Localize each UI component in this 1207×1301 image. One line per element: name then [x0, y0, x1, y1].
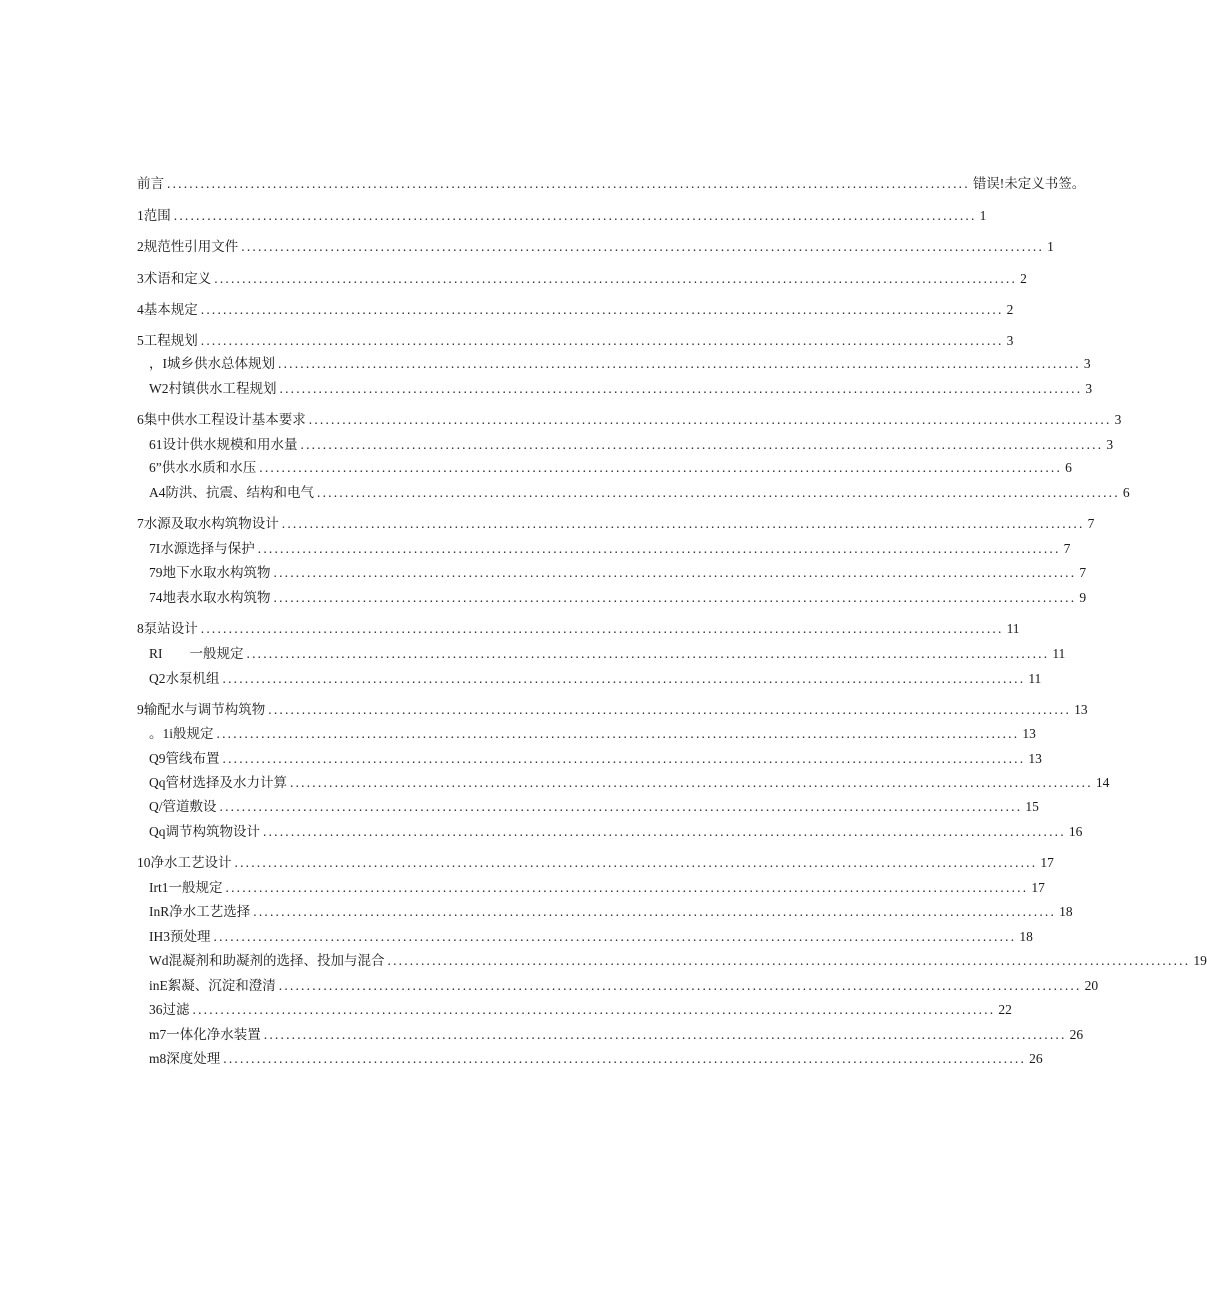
toc-dot-leader: ................................................................................................................................................: [308, 412, 1112, 427]
toc-entry-page-number: 9: [1079, 590, 1087, 605]
toc-entry[interactable]: [137, 852, 1054, 874]
toc-dot-leader: ................................................................................................................................................: [273, 565, 1077, 580]
toc-entry-page-number: 7: [1087, 516, 1095, 531]
toc-entry-title: 6”供水水质和水压: [149, 460, 257, 475]
toc-entry-title: Q9管线布置: [149, 751, 220, 766]
toc-dot-leader: ................................................................................................................................................: [387, 953, 1191, 968]
toc-entry-page-number: 26: [1069, 1027, 1084, 1042]
toc-entry-title: 9输配水与调节构筑物: [137, 702, 266, 717]
toc-entry-page-number: 19: [1193, 953, 1207, 968]
toc-entry-title: 3术语和定义: [137, 271, 212, 286]
toc-dot-leader: ................................................................................................................................................: [281, 516, 1085, 531]
toc-entry[interactable]: [149, 643, 1066, 665]
toc-entry-page-number: 2: [1006, 302, 1014, 317]
toc-entry-page-number: 1: [1047, 239, 1054, 254]
toc-entry[interactable]: [149, 1024, 1084, 1046]
toc-entry[interactable]: [149, 434, 1114, 456]
toc-dot-leader: ................................................................................................................................................: [259, 460, 1063, 475]
toc-dot-leader: ................................................................................................................................................: [278, 356, 1081, 371]
toc-entry[interactable]: [137, 513, 1095, 535]
toc-entry-title: InR净水工艺选择: [149, 904, 251, 919]
toc-entry-title: W2村镇供水工程规划: [149, 381, 277, 396]
toc-entry[interactable]: [137, 699, 1088, 721]
toc-dot-leader: ................................................................................................................................................: [268, 702, 1072, 717]
toc-entry[interactable]: [149, 587, 1087, 609]
toc-entry[interactable]: [137, 173, 1086, 195]
toc-entry-title: 2规范性引用文件: [137, 239, 239, 254]
toc-dot-leader: ................................................................................................................................................: [173, 208, 977, 223]
toc-entry-title: Qq管材选择及水力计算: [149, 775, 287, 790]
toc-entry[interactable]: [149, 457, 1072, 479]
toc-entry[interactable]: [149, 901, 1073, 923]
toc-dot-leader: ................................................................................................................................................: [167, 176, 970, 191]
toc-dot-leader: ................................................................................................................................................: [223, 1051, 1027, 1066]
toc-dot-leader: ................................................................................................................................................: [253, 904, 1057, 919]
toc-entry[interactable]: [149, 821, 1083, 843]
toc-dot-leader: ................................................................................................................................................: [246, 646, 1050, 661]
toc-dot-leader: ................................................................................................................................................: [257, 541, 1061, 556]
toc-entry-page-number: 3: [1106, 437, 1114, 452]
toc-entry[interactable]: [137, 409, 1122, 431]
toc-entry-title: Qq调节构筑物设计: [149, 824, 260, 839]
toc-entry-page-number: 20: [1084, 978, 1099, 993]
toc-entry-title: Wd混凝剂和助凝剂的选择、投加与混合: [149, 953, 385, 968]
toc-entry-page-number: 6: [1122, 485, 1130, 500]
toc-entry-page-number: 16: [1068, 824, 1083, 839]
toc-dot-leader: ................................................................................................................................................: [192, 1002, 996, 1017]
toc-entry-page-number: 15: [1025, 799, 1039, 814]
toc-entry-title: 6集中供水工程设计基本要求: [137, 412, 306, 427]
toc-entry-page-number: 11: [1052, 646, 1066, 661]
toc-entry[interactable]: [149, 926, 1033, 948]
toc-entry-title: 前言: [137, 176, 164, 191]
toc-entry-title: 4基本规定: [137, 302, 198, 317]
toc-entry-page-number: 7: [1063, 541, 1071, 556]
toc-entry-page-number: 14: [1095, 775, 1110, 790]
toc-entry[interactable]: [149, 353, 1091, 375]
toc-entry-page-number: 3: [1006, 333, 1014, 348]
toc-entry-page-number: 3: [1114, 412, 1122, 427]
toc-entry-title: m7一体化净水装置: [149, 1027, 261, 1042]
toc-entry-page-number: 3: [1083, 356, 1091, 371]
toc-entry-page-number: 17: [1040, 855, 1054, 870]
toc-dot-leader: ................................................................................................................................................: [200, 302, 1004, 317]
toc-entry[interactable]: [149, 877, 1045, 899]
toc-entry-title: Irt1一般规定: [149, 880, 223, 895]
toc-dot-leader: ................................................................................................................................................: [290, 775, 1093, 790]
toc-entry-page-number: 13: [1028, 751, 1042, 766]
toc-entry-title: 79地下水取水构筑物: [149, 565, 271, 580]
toc-entry-page-number: 2: [1020, 271, 1027, 286]
toc-entry[interactable]: [137, 268, 1027, 290]
toc-dot-leader: ................................................................................................................................................: [300, 437, 1104, 452]
toc-entry-page-number: 18: [1019, 929, 1033, 944]
toc-dot-leader: ................................................................................................................................................: [279, 381, 1083, 396]
toc-dot-leader: ................................................................................................................................................: [317, 485, 1120, 500]
toc-entry-page-number: 13: [1074, 702, 1088, 717]
toc-dot-leader: ................................................................................................................................................: [241, 239, 1045, 254]
toc-entry-page-number: 7: [1079, 565, 1087, 580]
toc-dot-leader: ................................................................................................................................................: [200, 621, 1004, 636]
toc-dot-leader: ................................................................................................................................................: [273, 590, 1077, 605]
toc-dot-leader: ................................................................................................................................................: [225, 880, 1029, 895]
toc-entry-title: ，I城乡供水总体规划: [149, 356, 275, 371]
toc-dot-leader: ................................................................................................................................................: [214, 271, 1018, 286]
toc-entry[interactable]: [149, 723, 1036, 745]
toc-entry-title: 74地表水取水构筑物: [149, 590, 271, 605]
toc-entry-page-number: 17: [1031, 880, 1045, 895]
toc-entry-title: 。1i般规定: [149, 726, 214, 741]
toc-entry[interactable]: [137, 299, 1014, 321]
toc-entry[interactable]: [149, 1048, 1043, 1070]
toc-entry[interactable]: [149, 796, 1039, 818]
toc-dot-leader: ................................................................................................................................................: [263, 1027, 1067, 1042]
toc-entry-title: 10净水工艺设计: [137, 855, 232, 870]
toc-entry-title: 7I水源选择与保护: [149, 541, 255, 556]
toc-entry-page-number: 26: [1029, 1051, 1043, 1066]
toc-entry[interactable]: [149, 772, 1110, 794]
toc-entry-title: 36过滤: [149, 1002, 190, 1017]
toc-entry-title: inE絮凝、沉淀和澄清: [149, 978, 276, 993]
toc-entry-page-number: 22: [998, 1002, 1012, 1017]
toc-entry-page-number: 18: [1059, 904, 1073, 919]
toc-dot-leader: ................................................................................................................................................: [216, 726, 1020, 741]
toc-entry[interactable]: [149, 950, 1207, 972]
toc-entry-title: 61设计供水规模和用水量: [149, 437, 298, 452]
toc-entry-title: 7水源及取水构筑物设计: [137, 516, 279, 531]
toc-dot-leader: ................................................................................................................................................: [219, 799, 1023, 814]
toc-entry-page-number: 错误!未定义书签。: [972, 176, 1086, 191]
toc-entry[interactable]: [137, 236, 1054, 258]
toc-entry[interactable]: [149, 562, 1087, 584]
toc-entry[interactable]: [137, 618, 1020, 640]
toc-entry[interactable]: [149, 538, 1071, 560]
toc-entry[interactable]: [149, 748, 1042, 770]
toc-entry-page-number: 13: [1022, 726, 1036, 741]
toc-entry-title: IH3预处理: [149, 929, 211, 944]
toc-entry[interactable]: [137, 205, 987, 227]
toc-dot-leader: ................................................................................................................................................: [213, 929, 1017, 944]
toc-entry-title: RI 一般规定: [149, 646, 244, 661]
toc-entry[interactable]: [149, 975, 1099, 997]
toc-entry-page-number: 11: [1006, 621, 1020, 636]
toc-entry-page-number: 3: [1085, 381, 1093, 396]
toc-entry-title: 1范围: [137, 208, 171, 223]
toc-entry[interactable]: [149, 378, 1093, 400]
toc-dot-leader: ................................................................................................................................................: [200, 333, 1004, 348]
toc-entry[interactable]: [149, 482, 1130, 504]
toc-entry-title: Q/管道敷设: [149, 799, 217, 814]
toc-dot-leader: ................................................................................................................................................: [222, 751, 1026, 766]
toc-entry-title: Q2水泵机组: [149, 671, 220, 686]
toc-entry[interactable]: [137, 330, 1014, 352]
toc-entry-title: A4防洪、抗震、结构和电气: [149, 485, 314, 500]
toc-dot-leader: ................................................................................................................................................: [234, 855, 1038, 870]
toc-entry[interactable]: [149, 668, 1042, 690]
toc-entry-page-number: 1: [979, 208, 987, 223]
toc-entry-page-number: 11: [1028, 671, 1042, 686]
toc-dot-leader: ................................................................................................................................................: [222, 671, 1026, 686]
toc-entry-title: 5工程规划: [137, 333, 198, 348]
toc-entry-title: 8泵站设计: [137, 621, 198, 636]
toc-entry-title: m8深度处理: [149, 1051, 221, 1066]
toc-entry[interactable]: [149, 999, 1012, 1021]
toc-dot-leader: ................................................................................................................................................: [263, 824, 1066, 839]
toc-dot-leader: ................................................................................................................................................: [278, 978, 1082, 993]
toc-entry-page-number: 6: [1065, 460, 1072, 475]
